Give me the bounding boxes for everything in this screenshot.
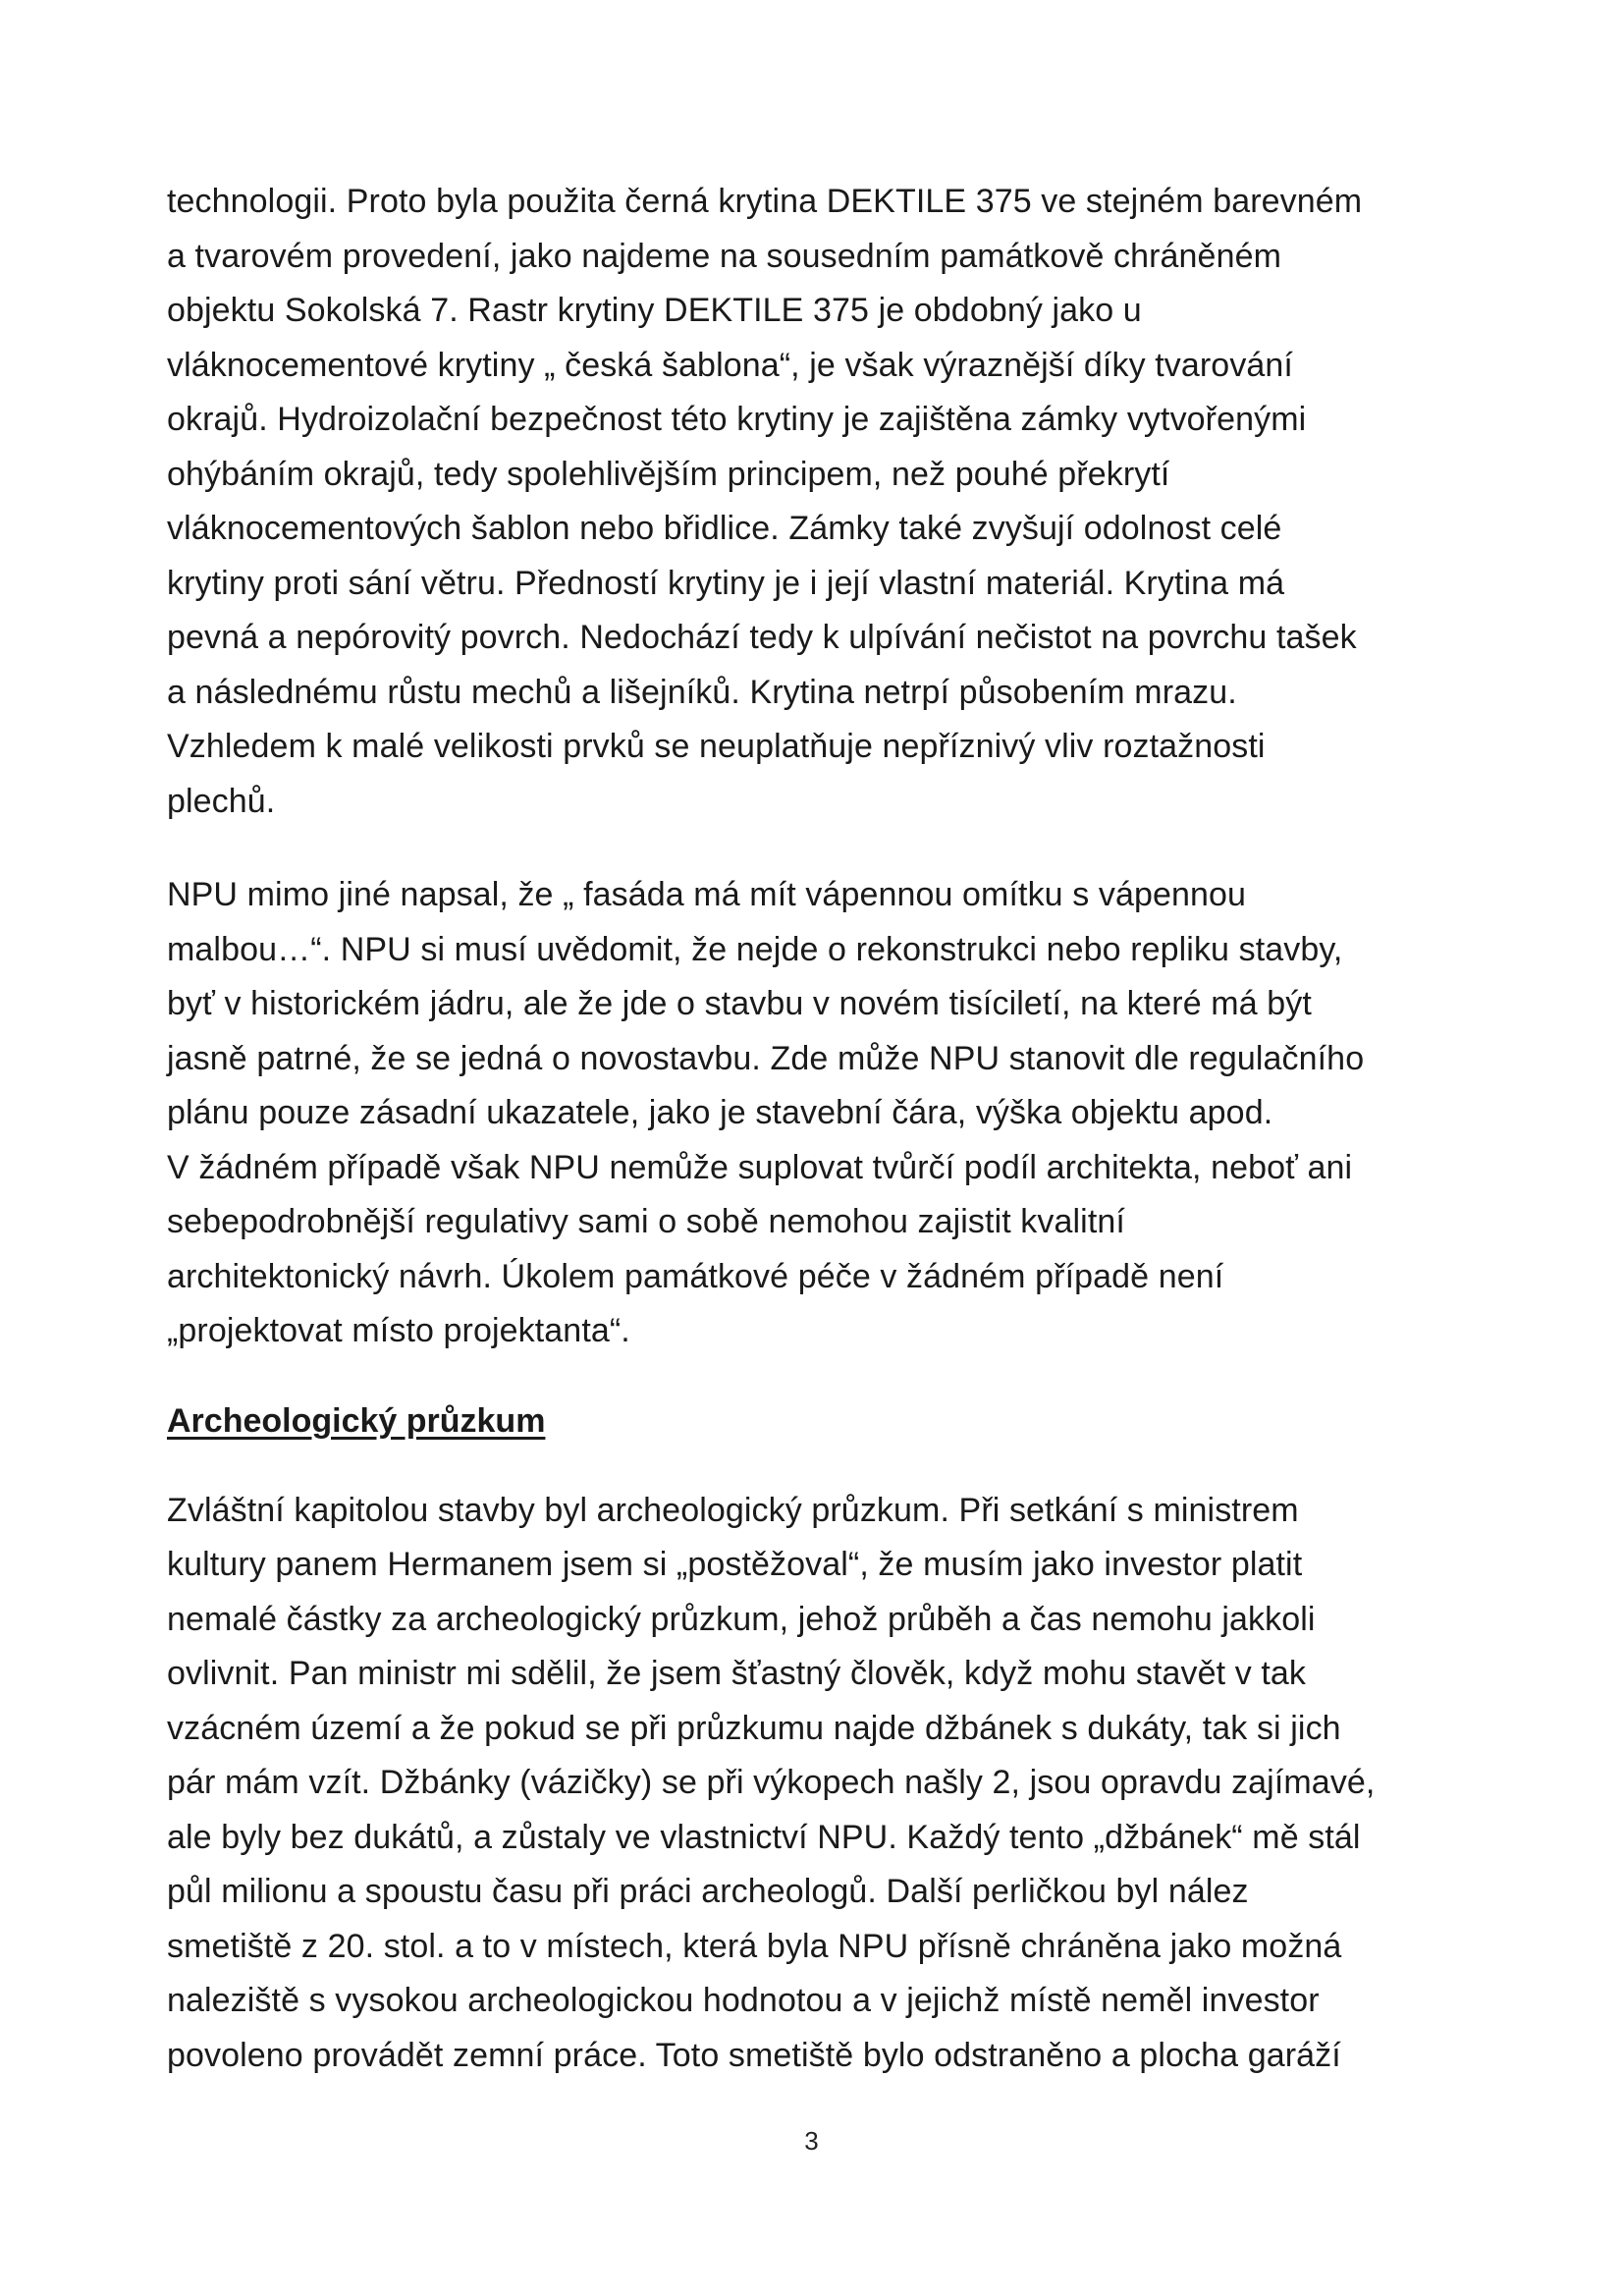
text-line: plechů. (167, 782, 276, 820)
text-line: okrajů. Hydroizolační bezpečnost této krytiny je zajištěna zámky vytvořenými (167, 401, 1307, 438)
text-line: a následnému růstu mechů a lišejníků. Krytina netrpí působením mrazu. (167, 673, 1237, 711)
text-line: pár mám vzít. Džbánky (vázičky) se při výkopech našly 2, jsou opravdu zajímavé, (167, 1764, 1376, 1801)
text-line: vzácném území a že pokud se při průzkumu najde džbánek s dukáty, tak si jich (167, 1709, 1341, 1747)
text-line: kultury panem Hermanem jsem si „postěžoval“, že musím jako investor platit (167, 1546, 1303, 1583)
text-line: V žádném případě však NPU nemůže suplovat tvůrčí podíl architekta, neboť ani (167, 1148, 1353, 1186)
document-body (167, 175, 1443, 2083)
paragraph-spacer (167, 829, 1443, 868)
text-line: povoleno provádět zemní práce. Toto smetiště bylo odstraněno a plocha garáží (167, 2036, 1341, 2074)
paragraph-spacer (167, 1449, 1443, 1484)
text-line: architektonický návrh. Úkolem památkové péče v žádném případě není (167, 1257, 1224, 1295)
paragraph-npu-facade (167, 868, 1443, 1359)
text-line: malbou…“. NPU si musí uvědomit, že nejde o rekonstrukci nebo repliku stavby, (167, 930, 1343, 968)
text-line: NPU mimo jiné napsal, že „ fasáda má mít vápennou omítku s vápennou (167, 876, 1247, 913)
text-line: sebepodrobnější regulativy sami o sobě nemohou zajistit kvalitní (167, 1203, 1125, 1240)
text-line: nemalé částky za archeologický průzkum, jehož průběh a čas nemohu jakkoli (167, 1600, 1316, 1638)
text-line: ovlivnit. Pan ministr mi sdělil, že jsem šťastný člověk, když mohu stavět v tak (167, 1655, 1307, 1692)
text-line: ale byly bez dukátů, a zůstaly ve vlastnictví NPU. Každý tento „džbánek“ mě stál (167, 1818, 1361, 1856)
text-line: „projektovat místo projektanta“. (167, 1312, 630, 1349)
paragraph-roof-covering (167, 175, 1443, 829)
page-number: 3 (804, 2126, 819, 2156)
text-line: Vzhledem k malé velikosti prvků se neuplatňuje nepříznivý vliv roztažnosti (167, 728, 1266, 765)
text-line: půl milionu a spoustu času při práci archeologů. Další perličkou byl nález (167, 1873, 1249, 1910)
text-line: Zvláštní kapitolou stavby byl archeologický průzkum. Při setkání s ministrem (167, 1491, 1299, 1529)
text-line: ohýbáním okrajů, tedy spolehlivějším principem, než pouhé překrytí (167, 455, 1170, 493)
paragraph-archaeology (167, 1484, 1443, 2084)
text-line: vláknocementové krytiny „ česká šablona“, je však výraznější díky tvarování (167, 346, 1293, 384)
text-line: naleziště s vysokou archeologickou hodnotou a v jejichž místě neměl investor (167, 1982, 1320, 2019)
text-line: byť v historickém jádru, ale že jde o stavbu v novém tisíciletí, na které má být (167, 985, 1312, 1022)
text-line: a tvarovém provedení, jako najdeme na sousedním památkově chráněném (167, 237, 1282, 275)
text-line: plánu pouze zásadní ukazatele, jako je stavební čára, výška objektu apod. (167, 1094, 1273, 1131)
text-line: jasně patrné, že se jedná o novostavbu. Zde může NPU stanovit dle regulačního (167, 1039, 1365, 1077)
text-line: krytiny proti sání větru. Předností krytiny je i její vlastní materiál. Krytina má (167, 564, 1285, 602)
text-line: smetiště z 20. stol. a to v místech, která byla NPU přísně chráněna jako možná (167, 1927, 1342, 1965)
section-heading: Archeologický průzkum (167, 1401, 546, 1440)
text-line: pevná a nepórovitý povrch. Nedochází tedy k ulpívání nečistot na povrchu tašek (167, 619, 1357, 656)
paragraph-spacer (167, 1359, 1443, 1394)
text-line: objektu Sokolská 7. Rastr krytiny DEKTILE 375 je obdobný jako u (167, 292, 1142, 329)
text-line: vláknocementových šablon nebo břidlice. Zámky také zvyšují odolnost celé (167, 510, 1282, 547)
text-line: technologii. Proto byla použita černá krytina DEKTILE 375 ve stejném barevném (167, 183, 1363, 220)
